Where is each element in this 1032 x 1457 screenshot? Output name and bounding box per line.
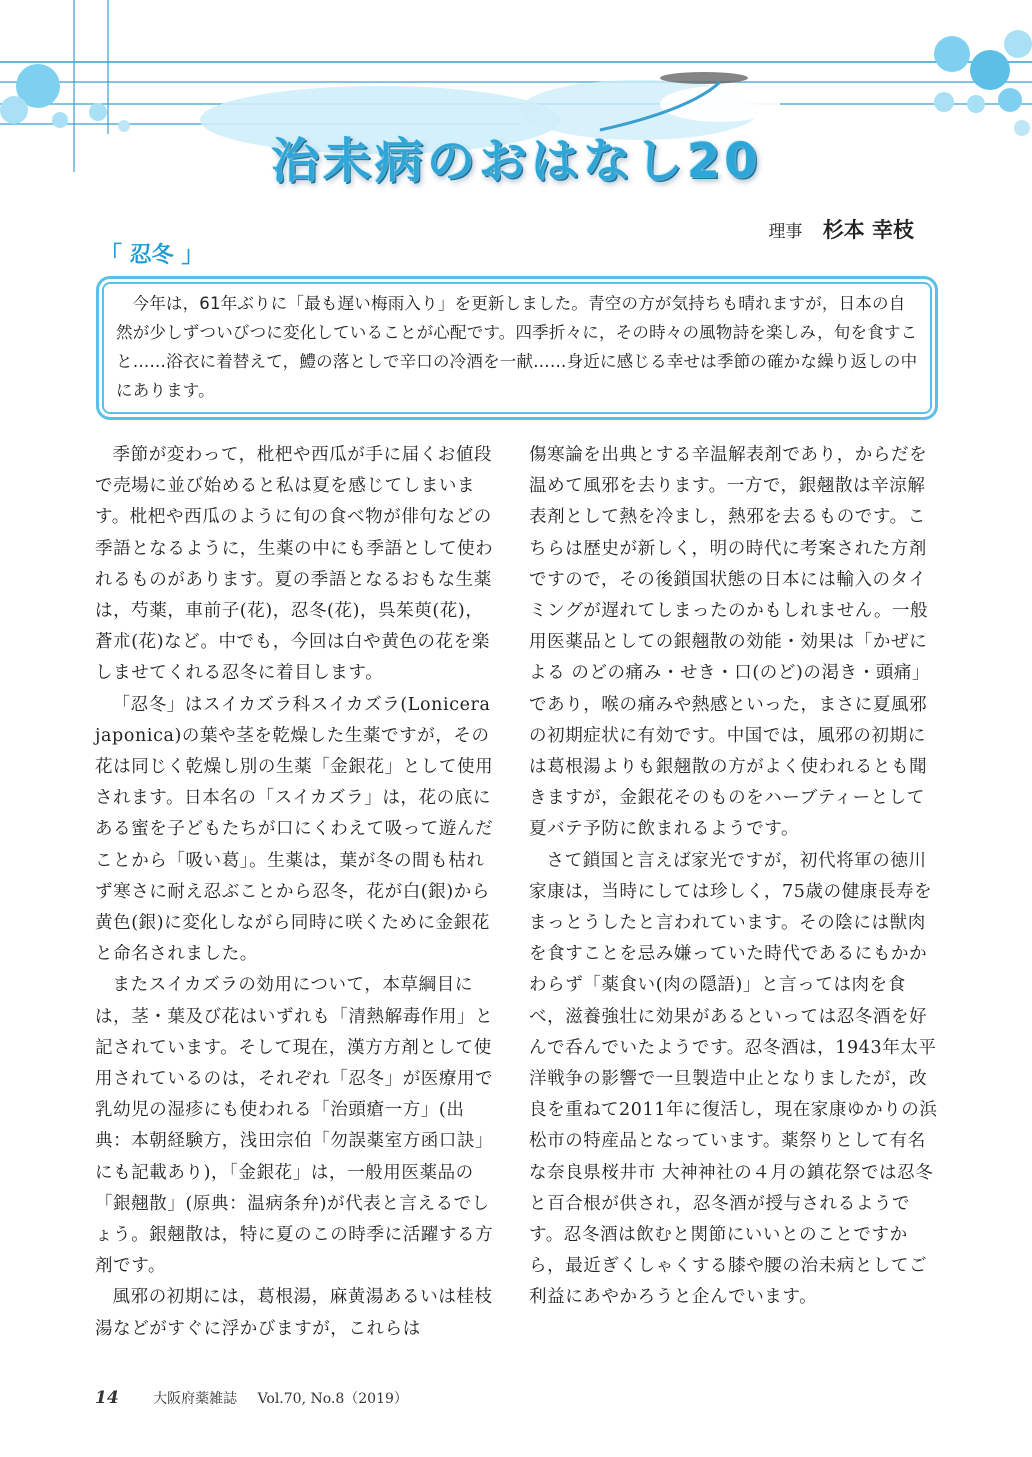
paragraph: 「忍冬」はスイカズラ科スイカズラ(Lonicera japonica)の葉や茎を乾燥した生薬ですが，その花は同じく乾燥し別の生薬「金銀花」として使用されます。日本名の「スイカズラ」は，花の底にある蜜を子どもたちが口にくわえて吸って遊んだことから「吸い葛」。生薬は，葉が冬の間も枯れず寒さに耐え忍ぶことから忍冬，花が白(銀)から黄色(銀)に変化しながら同時に咲くために金銀花と命名されました。 [95,694,494,965]
section-heading: 「 忍冬 」 [100,243,204,268]
journal-name: 大阪府薬雑誌 [153,1391,238,1407]
paragraph: 傷寒論を出典とする辛温解表剤であり，からだを温めて風邪を去ります。一方で，銀翹散は辛涼解表剤として熱を冷まし，熱邪を去るものです。こちらは歴史が新しく，明の時代に考案された方剤ですので，その後鎖国状態の日本には輸入のタイミングが遅れてしまったのかもしれません。一般用医薬品としての銀翹散の効能・効果は「かぜによる のどの痛み・せき・口(のど)の渇き・頭痛」であり，喉の痛みや熱感といった，まさに夏風邪の初期症状に有効です。中国では，風邪の初期には葛根湯よりも銀翹散の方がよく使われるとも聞きますが，金銀花そのものをハーブティーとして夏バテ予防に飲まれるようです。 [529,445,931,840]
author-role: 理事 [768,222,803,242]
page-number: 14 [95,1388,119,1408]
author-line [768,214,914,244]
header-decoration [0,0,1032,230]
paragraph: 風邪の初期には，葛根湯，麻黄湯あるいは桂枝湯などがすぐに浮かびますが，これらは [95,1287,493,1339]
paragraph: またスイカズラの効用について，本草綱目には，茎・葉及び花はいずれも「清熱解毒作用」と記されています。そして現在，漢方方剤として使用されているのは，それぞれ「忍冬」が医療用で乳幼児の湿疹にも使われる「治頭瘡一方」(出典：本朝経験方，浅田宗伯「勿誤薬室方函口訣」にも記載あり)，「金銀花」は，一般用医薬品の「銀翹散」(原典：温病条弁)が代表と言えるでしょう。銀翹散は，特に夏のこの時季に活躍する方剤です。 [95,975,494,1277]
journal-volume: Vol.70, No.8（2019） [257,1391,408,1407]
paragraph: 季節が変わって，枇杷や西瓜が手に届くお値段で売場に並び始めると私は夏を感じてしまいます。枇杷や西瓜のように旬の食べ物が俳句などの季語となるように，生薬の中にも季語として使われるものがあります。夏の季語となるおもな生薬は，芍薬，車前子(花)，忍冬(花)，呉茱萸(花)，蒼朮(花)など。中でも，今回は白や黄色の花を楽しませてくれる忍冬に着目します。 [95,445,494,684]
author-name: 杉本 幸枝 [822,218,914,242]
paragraph: さて鎖国と言えば家光ですが，初代将軍の徳川家康は，当時にしては珍しく，75歳の健康長寿をまっとうしたと言われています。その陰には獣肉を食すことを忌み嫌っていた時代であるにもかかわらず「薬食い(肉の隠語)」と言っては肉を食べ，滋養強壮に効果があるといっては忍冬酒を好んで呑んでいたようです。忍冬酒は，1943年太平洋戦争の影響で一旦製造中止となりましたが，改良を重ねて2011年に復活し，現在家康ゆかりの浜松市の特産品となっています。薬祭りとして有名な奈良県桜井市 大神神社の４月の鎮花祭では忍冬と百合根が供され，忍冬酒が授与されるようです。忍冬酒は飲むと関節にいいとのことですから，最近ぎくしゃくする膝や腰の治未病としてご利益にあやかろうと企んでいます。 [529,850,938,1308]
intro-text: 今年は，61年ぶりに「最も遅い梅雨入り」を更新しました。青空の方が気持ちも晴れますが，日本の自然が少しずついびつに変化していることが心配です。四季折々に，その時々の風物詩を楽しみ，旬を食すこと……浴衣に着替えて，鱧の落としで辛口の冷酒を一献……身近に感じる幸せは季節の確かな繰り返しの中にあります。 [116,294,918,400]
body-column-right [529,440,939,1314]
body-column-left [95,440,499,1345]
article-title: 治未病のおはなし20 [270,133,762,189]
page-footer [95,1388,408,1408]
